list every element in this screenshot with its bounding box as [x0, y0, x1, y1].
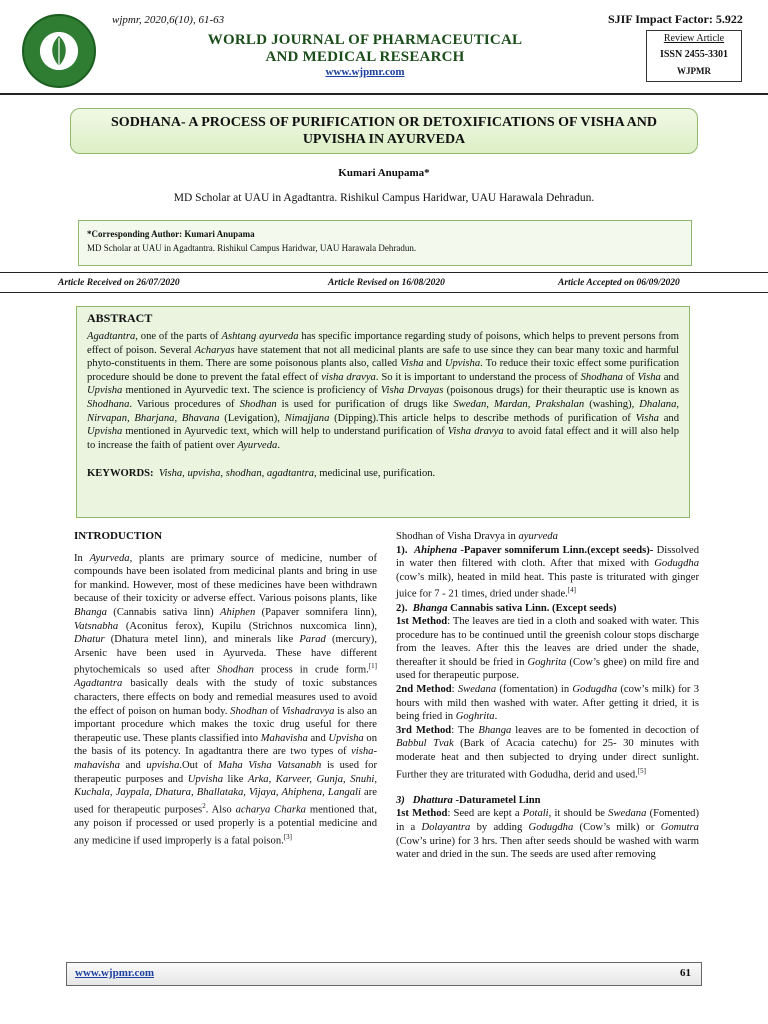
page-number: 61 — [680, 967, 691, 979]
keywords: KEYWORDS: Visha, upvisha, shodhan, agadtantra, medicinal use, purification. — [87, 468, 436, 480]
abstract-heading: ABSTRACT — [87, 311, 153, 325]
article-type: Review Article — [663, 33, 725, 44]
date-received: Article Received on 26/07/2020 — [58, 278, 180, 288]
article-info-box — [646, 30, 742, 82]
introduction-heading: INTRODUCTION — [74, 530, 163, 542]
page-footer — [66, 962, 702, 986]
affiliation: MD Scholar at UAU in Agadtantra. Rishikul Campus Haridwar, UAU Harawala Dehradun. — [173, 192, 595, 204]
issn: ISSN 2455-3301 — [659, 49, 729, 60]
shodhan-heading: Shodhan of Visha Dravya in ayurveda — [396, 531, 558, 542]
leaf-icon — [46, 34, 72, 68]
date-revised: Article Revised on 16/08/2020 — [328, 278, 445, 288]
introduction-text: In Ayurveda, plants are primary source of medicine, number of compounds have been isolated from medicinal plants and bring in use for mankind. However, most of these medicines have been withdrawn because of their toxicity or adverse effect. Various poisons plants, like Bhanga (Cannabis sativa linn) Ahiphen (Papaver somnifera linn), Vatsnabha (Aconitus ferox), Kupilu (Strichnos nuxcomica linn), Dhatur (Dhatura metel linn), and minerals like Parad (mercury), Arsenic have been used in Ayurveda. These have different phytochemicals so used after Shodhan process in crude form.[1] Agadtantra basically deals with the study of toxic substances characters, there effects on body and remedial measures used to avoid the effect of poison on human body. Shodhan of Vishadravya is also an important procedure which makes the toxic drug useful for there therapeutic use. These plants classified into Mahavisha and Upvisha on the basis of its potency. In agadtantra there are two types of visha- mahavisha and upvisha.Out of Maha Visha Vatsanabh is used for therapeutic purposes and Upvisha like Arka, Karveer, Gunja, Snuhi, Kuchala, Jaypala, Dhatura, Bhallataka, Vijaya, Ahiphena, Langali are used for therapeutic purposes$^2$. Also acharya Charka mentioned that, any poison if processed or used properly is a potential medicine and any medicine if used improperly is a fatal poison.[3] — [74, 552, 378, 847]
journal-url-link[interactable]: www.wjpmr.com — [325, 66, 405, 78]
dhattura-section: 3) Dhattura -Daturametel Linn 1st Method: Seed are kept a Potali, it should be Swedana (Fomented) in a Dolayantra by adding Godugdha (Cow’s milk) or Gomutra (Cow’s urine) for 3 hrs. Then after seeds should be washed with warm water and dried in the sun. The seeds are used after removing — [396, 794, 700, 861]
shodhan-column — [396, 530, 699, 862]
dates-top-divider — [0, 272, 768, 273]
introduction-column — [74, 530, 377, 848]
article-title: SODHANA- A PROCESS OF PURIFICATION OR DETOXIFICATIONS OF VISHA AND UPVISHA IN AYURVEDA — [70, 108, 698, 154]
abstract-box — [76, 306, 690, 518]
bhanga-section: 2). Bhanga Cannabis sativa Linn. (Except seeds) 1st Method: The leaves are tied in a cloth and soaked with water. This procedure has to be continued until the greenish colour stops discharge from the leaves. After this the leaves are dried under the shade, thereafter it should be fried in Goghrita (Cow’s ghee) on mild fire and used for therapeutic purpose. 2nd Method: Swedana (fomentation) in Godugdha (cow’s milk) for 3 hours with mild then washed with water. After getting it dried, it is being fried in Goghrita. 3rd Method: The Bhanga leaves are to be fomented in decoction of Babbul Tvak (Bark of Acacia catechu) for 25- 30 minutes with moderate heat and then subjected to drying under direct sunlight. Further they are triturated with Godudha, derid and used.[5] — [396, 602, 700, 781]
citation: wjpmr, 2020,6(10), 61-63 — [112, 14, 225, 26]
ahiphena-section: 1). Ahiphena -Papaver somniferum Linn.(except seeds)- Dissolved in water then filtered with cloth. After that mixed with Godugdha (cow’s milk), heated in mild heat. This paste is triturated with ginger juice for 7 - 21 times, dried under shade.[4] — [396, 544, 699, 600]
journal-logo — [22, 14, 96, 88]
header-divider — [0, 93, 768, 95]
journal-name: WORLD JOURNAL OF PHARMACEUTICAL AND MEDICAL RESEARCH — [207, 32, 523, 65]
corresponding-label: *Corresponding Author: Kumari Anupama — [87, 229, 255, 239]
abstract-text: Agadtantra, one of the parts of Ashtang ayurveda has specific importance regarding study of poisons, which helps to prevent persons from effect of poison. Several Acharyas have statement that not all medicinal plants are safe to use since they can bear many toxic and harmful phyto-constituents in them. There are some poisonous plants also, called Visha and Upvisha. To reduce their toxic effect some purification procedure should be done to prevent the fatal effect of visha dravya. So it is important to understand the process of Shodhana of Visha and Upvisha mentioned in Ayurvedic text. The science is proficiency of Visha Drvayas (poisonous drugs) for their theuraptic use is known as Shodhana. Various procedures of Shodhan is used for purification of drugs like Swedan, Mardan, Prakshalan (washing), Dhalana, Nirvapan, Bharjana, Bhavana (Levigation), Nimajjana (Dipping).This article helps to describe methods of purification of Visha and Upvisha mentioned in Ayurvedic text, which will help to understand purification of Visha dravya to avoid fatal effect and it will also help to increase the faith of patient over Ayurveda. — [87, 331, 680, 451]
impact-factor: SJIF Impact Factor: 5.922 — [608, 12, 743, 26]
date-accepted: Article Accepted on 06/09/2020 — [558, 278, 680, 288]
author: Kumari Anupama* — [338, 167, 430, 179]
corresponding-text: MD Scholar at UAU in Agadtantra. Rishikul Campus Haridwar, UAU Harawala Dehradun. — [87, 243, 417, 253]
journal-code: WJPMR — [677, 66, 711, 76]
dates-bottom-divider — [0, 292, 768, 293]
footer-url-link[interactable]: www.wjpmr.com — [75, 967, 155, 979]
corresponding-author-box — [78, 220, 692, 266]
